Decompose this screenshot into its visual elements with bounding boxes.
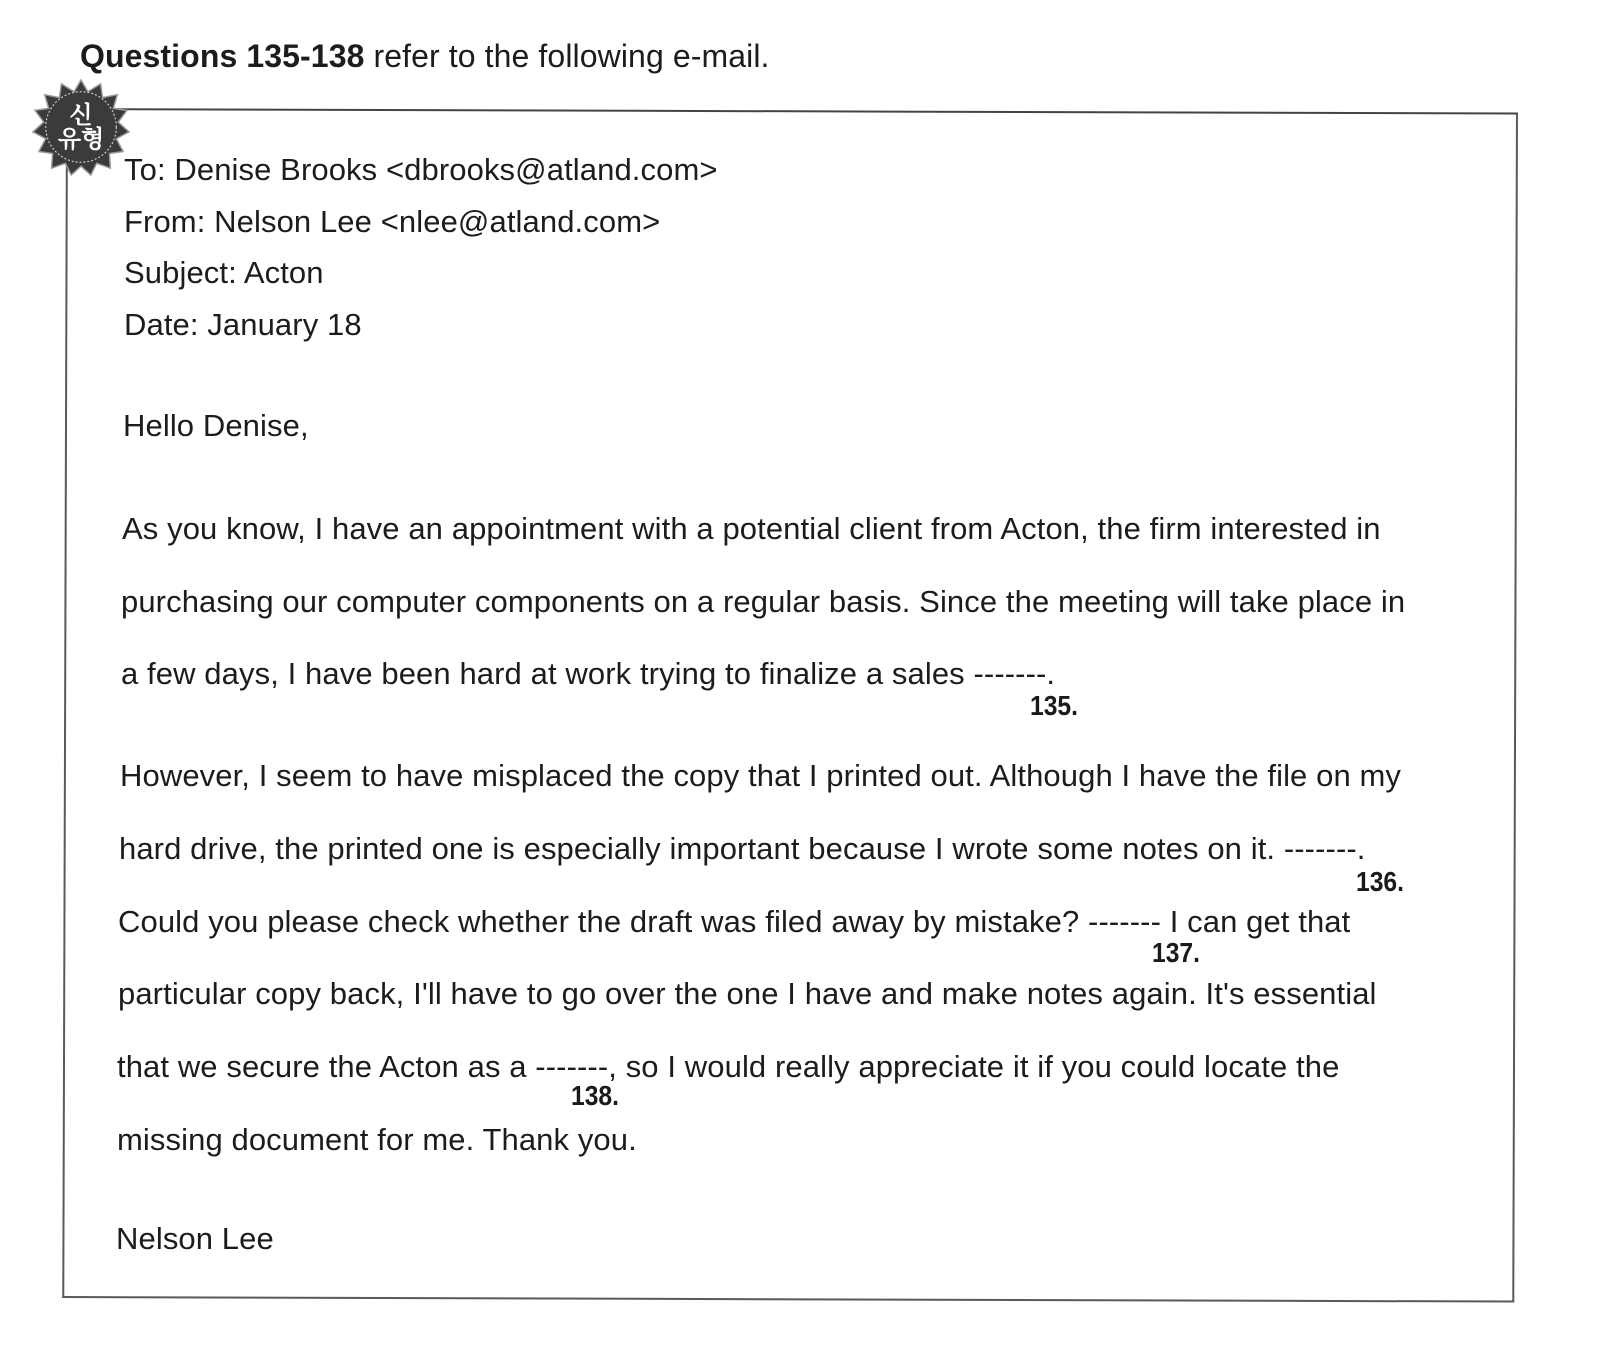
body-line-6: Could you please check whether the draft was filed away by mistake? ------- I can get that: [118, 904, 1351, 939]
body-line-7: particular copy back, I'll have to go over the one I have and make notes again. It's essential: [118, 976, 1377, 1011]
body-line-4: However, I seem to have misplaced the copy that I printed out. Although I have the file on my: [120, 758, 1402, 793]
badge-line-1: 신: [69, 101, 93, 129]
new-type-badge-icon: [32, 78, 130, 176]
question-number-138: 138.: [571, 1080, 619, 1111]
body-line-1: As you know, I have an appointment with a potential client from Acton, the firm interested in: [122, 511, 1381, 546]
question-range: Questions 135-138: [80, 38, 365, 74]
body-line-9: missing document for me. Thank you.: [117, 1122, 637, 1157]
body-line-3: a few days, I have been hard at work trying to finalize a sales -------.: [121, 656, 1056, 691]
badge-line-2: 유형: [57, 125, 105, 153]
body-line-5: hard drive, the printed one is especially important because I wrote some notes on it. -------.: [119, 831, 1366, 866]
heading-rest: refer to the following e-mail.: [364, 38, 770, 74]
question-number-137: 137.: [1152, 937, 1200, 968]
email-to: To: Denise Brooks <dbrooks@atland.com>: [124, 152, 718, 187]
email-from: From: Nelson Lee <nlee@atland.com>: [124, 204, 661, 239]
email-subject: Subject: Acton: [124, 255, 324, 290]
body-line-8: that we secure the Acton as a -------, so I would really appreciate it if you could locate the: [117, 1049, 1340, 1084]
question-number-136: 136.: [1356, 866, 1404, 897]
email-signature: Nelson Lee: [116, 1221, 274, 1256]
question-number-135: 135.: [1030, 690, 1078, 721]
email-greeting: Hello Denise,: [123, 408, 309, 443]
email-date: Date: January 18: [124, 307, 362, 342]
body-line-2: purchasing our computer components on a regular basis. Since the meeting will take place in: [121, 584, 1406, 619]
passage-heading: [80, 38, 770, 75]
